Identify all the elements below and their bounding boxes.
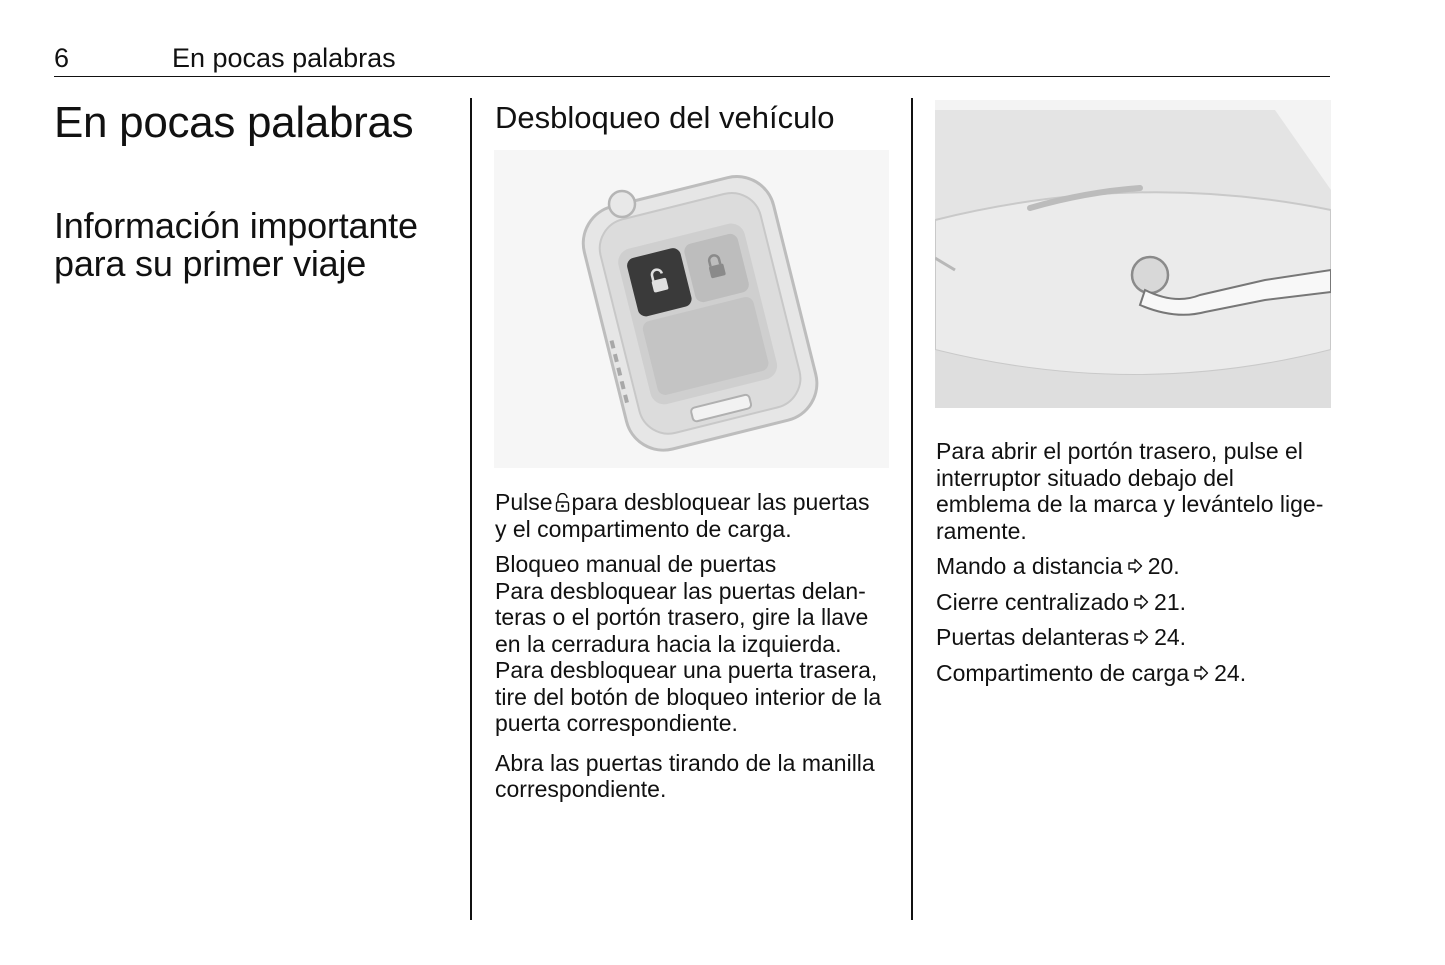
key-fob-icon — [494, 150, 889, 468]
section-title — [54, 207, 464, 283]
reference-central-locking[interactable] — [936, 589, 1336, 616]
manual-lock-paragraph — [495, 578, 895, 737]
paragraph-line: Para desbloquear una puerta trasera, — [495, 657, 878, 683]
unlock-instruction-after: para desbloquear las puertas — [571, 489, 870, 515]
paragraph-line: puerta correspondiente. — [495, 710, 738, 736]
page-header — [54, 40, 1330, 77]
reference-page: 24. — [1154, 624, 1187, 650]
page-reference-arrow-icon — [1127, 558, 1143, 574]
unlock-instruction — [495, 489, 895, 542]
open-doors-paragraph — [495, 750, 895, 803]
reference-remote-control[interactable] — [936, 553, 1336, 580]
reference-page: 20. — [1147, 553, 1180, 579]
column3-text — [936, 438, 1336, 686]
paragraph-line: interruptor situado debajo del — [936, 464, 1234, 491]
paragraph-line: correspondiente. — [495, 776, 667, 802]
reference-cargo-compartment[interactable] — [936, 660, 1336, 687]
unlock-padlock-icon — [555, 493, 570, 512]
paragraph-line: en la cerradura hacia la izquierda. — [495, 630, 842, 657]
page-reference-arrow-icon — [1133, 629, 1149, 645]
page-number: 6 — [54, 43, 70, 73]
paragraph-line: ramente. — [936, 517, 1027, 544]
paragraph-line: Abra las puertas tirando de la manilla — [495, 749, 875, 776]
tailgate-paragraph — [936, 438, 1336, 544]
chapter-title: En pocas palabras — [54, 98, 414, 147]
column-divider-2 — [911, 98, 913, 920]
unlock-instruction-before: Pulse — [495, 489, 553, 515]
column-divider-1 — [470, 98, 472, 920]
running-title: En pocas palabras — [172, 43, 396, 73]
paragraph-line: tire del botón de bloqueo interior de la — [495, 683, 882, 710]
tailgate-illustration — [935, 100, 1331, 408]
reference-page: 21. — [1154, 588, 1187, 615]
unlock-instruction-line-2: y el compartimento de carga. — [495, 515, 792, 542]
paragraph-line: Para abrir el portón trasero, pulse el — [936, 438, 1303, 464]
reference-label: Compartimento de carga — [936, 659, 1190, 686]
manual-lock-subheading: Bloqueo manual de puertas — [495, 551, 777, 577]
reference-front-doors[interactable] — [936, 624, 1336, 651]
page-reference-arrow-icon — [1193, 665, 1209, 681]
reference-label: Cierre centralizado — [936, 588, 1130, 615]
page-reference-arrow-icon — [1133, 594, 1149, 610]
section-title-line-1: Información importante — [54, 205, 418, 246]
column2-heading: Desbloqueo del vehículo — [495, 100, 835, 135]
section-title-line-2: para su primer viaje — [54, 243, 367, 284]
tailgate-icon — [935, 100, 1331, 408]
paragraph-line: teras o el portón trasero, gire la llave — [495, 604, 869, 630]
reference-page: 24. — [1214, 659, 1247, 686]
key-fob-illustration — [494, 150, 889, 468]
reference-label: Puertas delanteras — [936, 624, 1130, 650]
paragraph-line: Para desbloquear las puertas delan- — [495, 577, 866, 604]
reference-label: Mando a distancia — [936, 553, 1123, 579]
column2-text — [495, 489, 895, 803]
paragraph-line: emblema de la marca y levántelo lige- — [936, 491, 1324, 517]
